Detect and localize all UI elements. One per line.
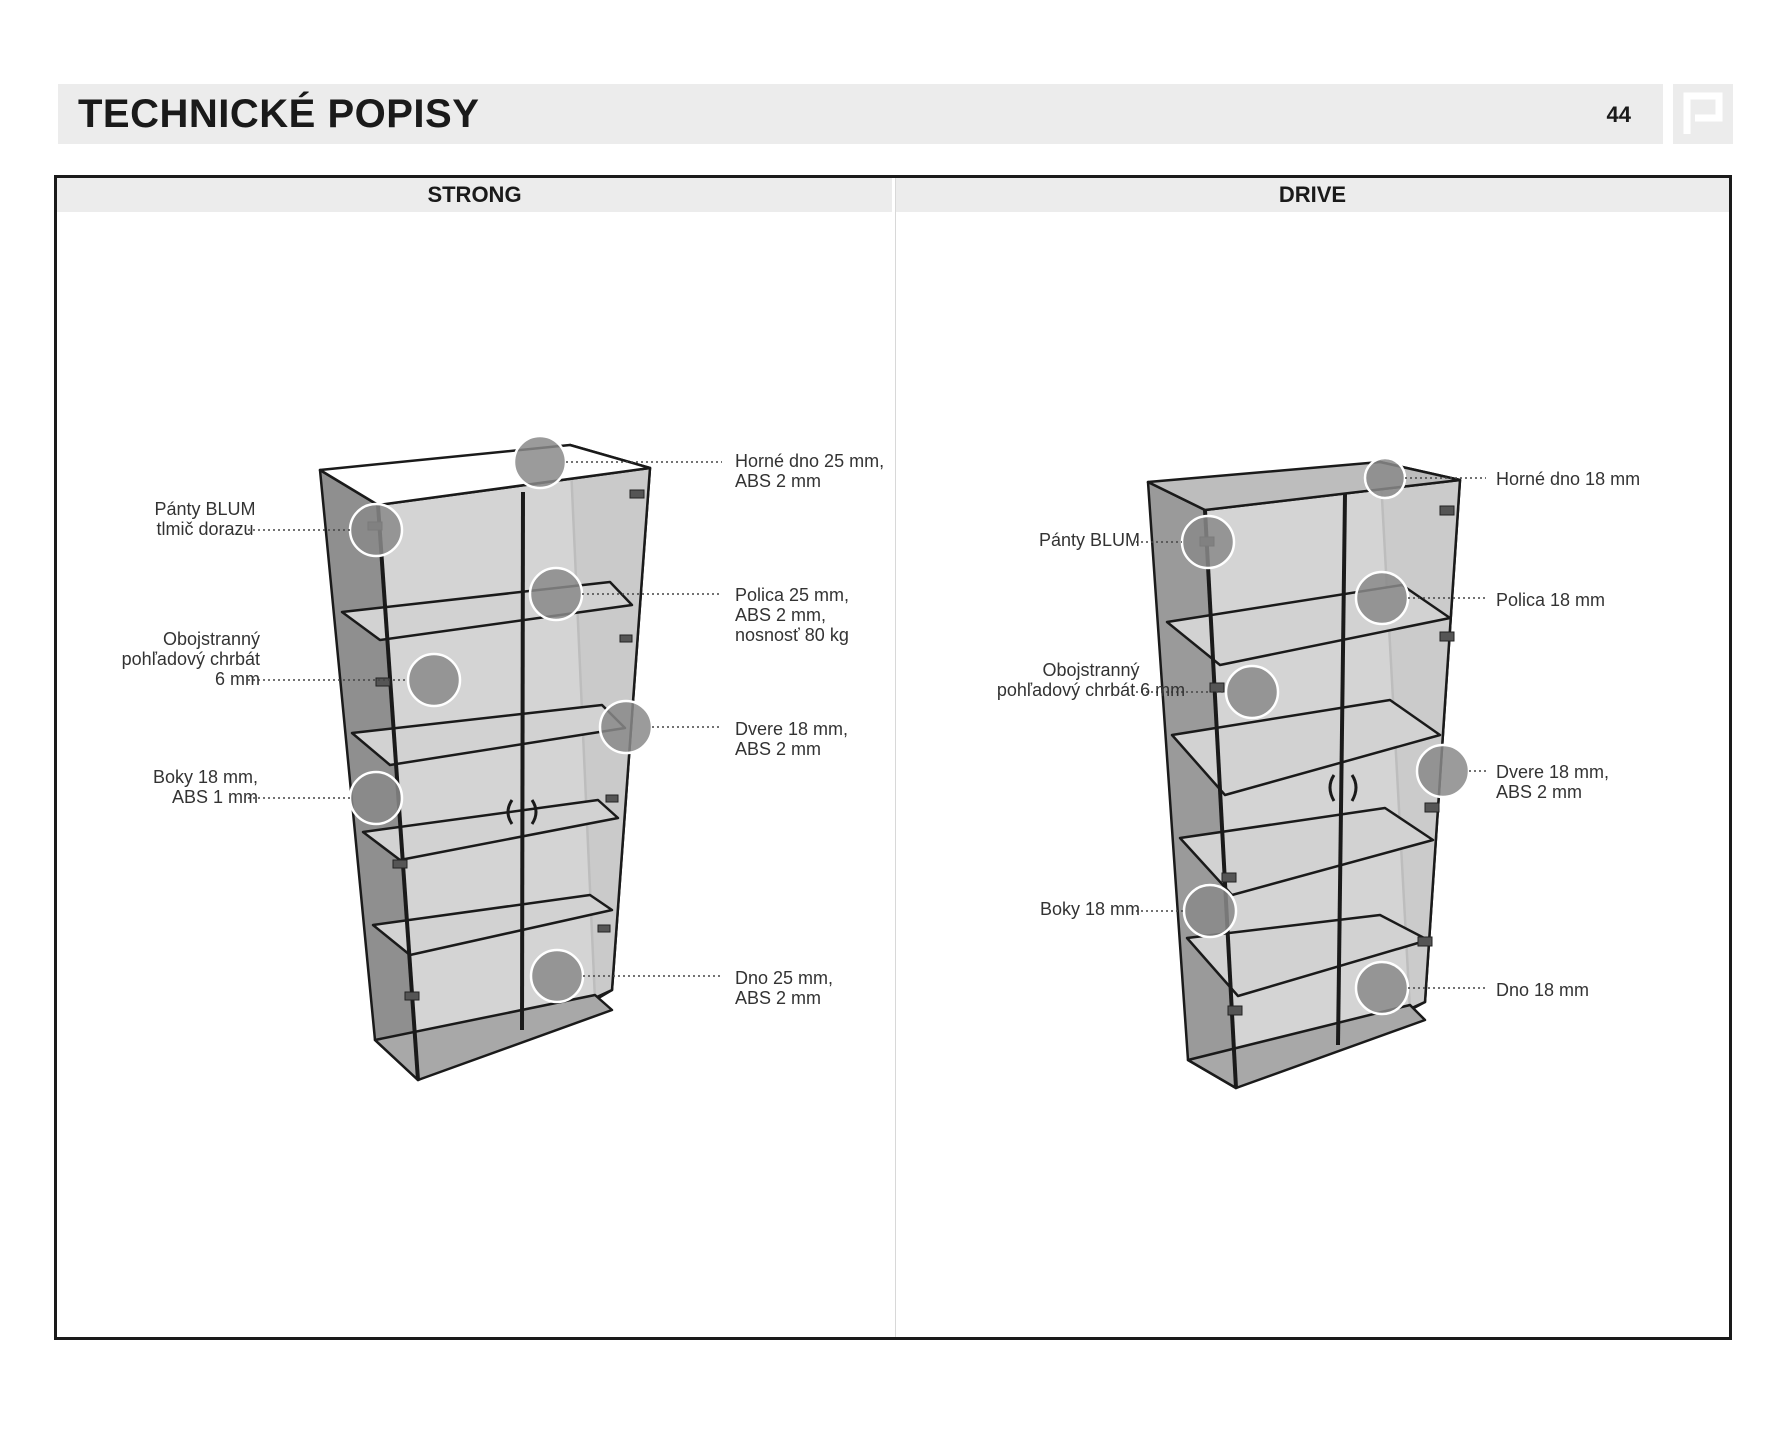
callout-doors: Dvere 18 mm, ABS 2 mm bbox=[735, 719, 849, 759]
callout-hinges: Pánty BLUM bbox=[1038, 530, 1140, 550]
callout-shelf: Polica 18 mm bbox=[1496, 590, 1606, 610]
callout-back-panel: Obojstranný pohľadový chrbát 6 mm bbox=[121, 629, 260, 689]
column-title-drive: DRIVE bbox=[896, 178, 1729, 212]
callout-hinges: Pánty BLUM tlmič dorazu bbox=[154, 499, 256, 539]
callout-top-panel: Horné dno 18 mm bbox=[1496, 469, 1641, 489]
page-title: TECHNICKÉ POPISY bbox=[78, 92, 480, 136]
page-number: 44 bbox=[1606, 102, 1631, 127]
callout-doors: Dvere 18 mm, ABS 2 mm bbox=[1496, 762, 1610, 802]
callout-sides: Boky 18 mm bbox=[1039, 899, 1140, 919]
callout-back-panel: Obojstranný pohľadový chrbát 6 mm bbox=[996, 660, 1186, 700]
callout-bottom-panel: Dno 25 mm, ABS 2 mm bbox=[735, 968, 834, 1008]
callout-bottom-panel: Dno 18 mm bbox=[1496, 980, 1590, 1000]
callout-sides: Boky 18 mm, ABS 1 mm bbox=[152, 767, 258, 807]
callout-top-panel: Horné dno 25 mm, ABS 2 mm bbox=[735, 451, 885, 491]
column-title-strong: STRONG bbox=[57, 178, 892, 212]
callout-shelf: Polica 25 mm, ABS 2 mm, nosnosť 80 kg bbox=[735, 585, 850, 645]
